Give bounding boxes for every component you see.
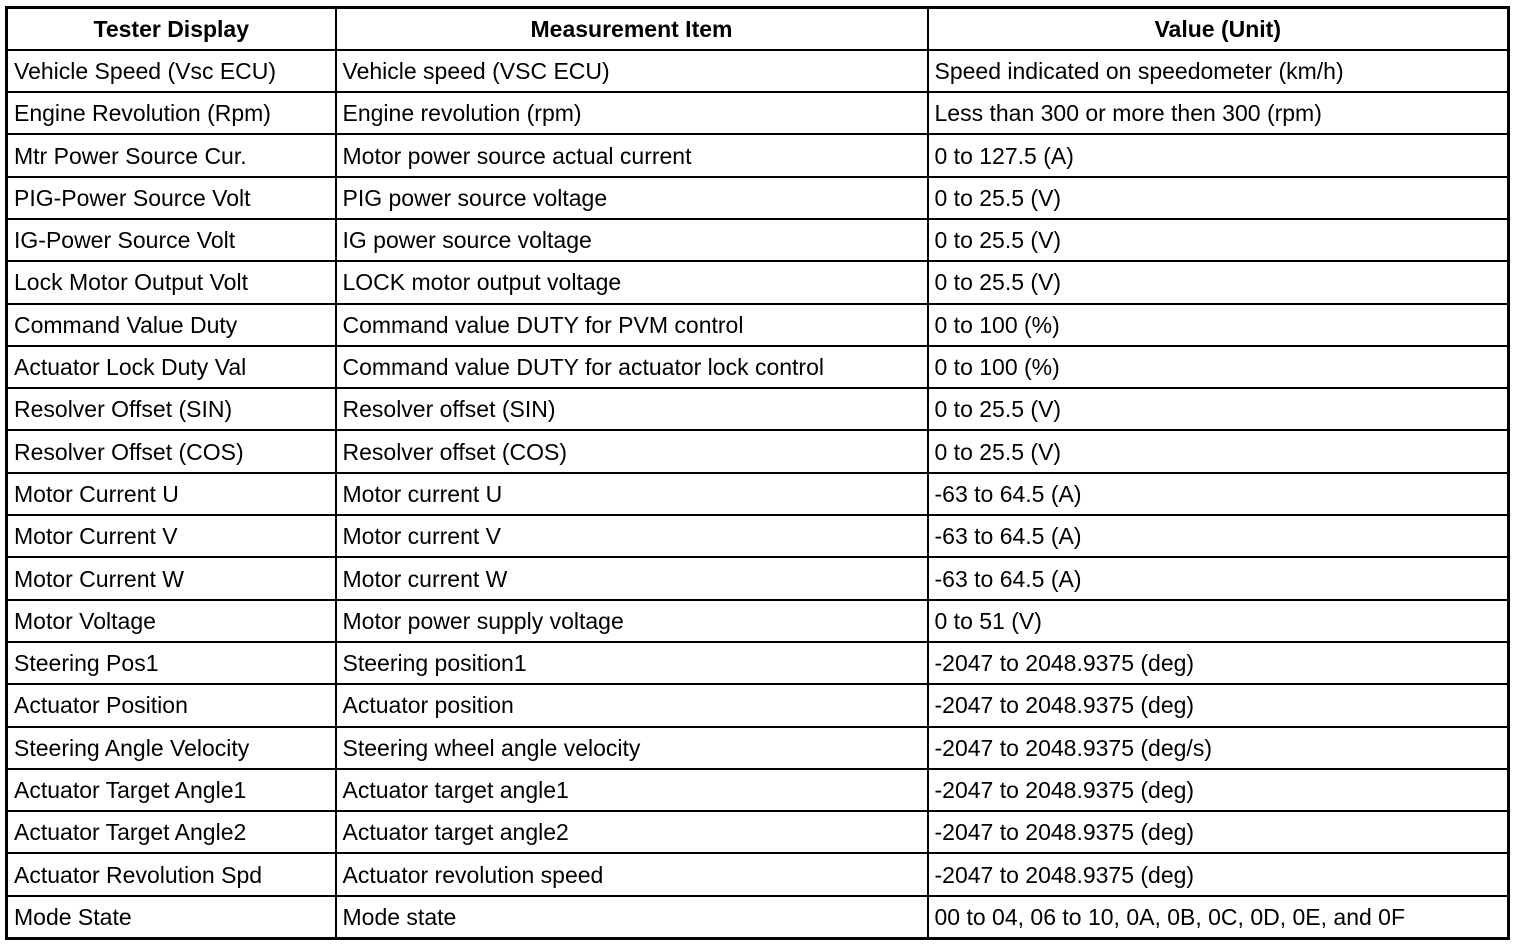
cell-value-unit: -63 to 64.5 (A) — [928, 557, 1509, 599]
cell-value-unit: Less than 300 or more then 300 (rpm) — [928, 92, 1509, 134]
cell-measurement-item: Mode state — [336, 896, 928, 938]
cell-measurement-item: Resolver offset (COS) — [336, 430, 928, 472]
table-row — [7, 134, 1509, 176]
cell-tester-display: Actuator Lock Duty Val — [7, 346, 336, 388]
cell-measurement-item: Steering position1 — [336, 642, 928, 684]
table-row — [7, 388, 1509, 430]
cell-measurement-item: Actuator target angle1 — [336, 769, 928, 811]
header-tester-display: Tester Display — [7, 8, 336, 50]
cell-measurement-item: Motor current V — [336, 515, 928, 557]
cell-measurement-item: Motor power supply voltage — [336, 600, 928, 642]
table-body — [7, 50, 1509, 938]
cell-tester-display: Steering Angle Velocity — [7, 727, 336, 769]
cell-tester-display: Motor Voltage — [7, 600, 336, 642]
table-row — [7, 50, 1509, 92]
table-row — [7, 853, 1509, 895]
table-row — [7, 727, 1509, 769]
cell-value-unit: Speed indicated on speedometer (km/h) — [928, 50, 1509, 92]
cell-value-unit: 0 to 25.5 (V) — [928, 430, 1509, 472]
cell-value-unit: -2047 to 2048.9375 (deg) — [928, 642, 1509, 684]
cell-tester-display: Actuator Target Angle1 — [7, 769, 336, 811]
cell-tester-display: IG-Power Source Volt — [7, 219, 336, 261]
cell-tester-display: Actuator Revolution Spd — [7, 853, 336, 895]
table-row — [7, 600, 1509, 642]
table-row — [7, 642, 1509, 684]
table-row — [7, 261, 1509, 303]
cell-tester-display: Resolver Offset (SIN) — [7, 388, 336, 430]
cell-measurement-item: LOCK motor output voltage — [336, 261, 928, 303]
cell-value-unit: 00 to 04, 06 to 10, 0A, 0B, 0C, 0D, 0E, and 0F — [928, 896, 1509, 938]
table-row — [7, 515, 1509, 557]
cell-measurement-item: IG power source voltage — [336, 219, 928, 261]
cell-tester-display: Lock Motor Output Volt — [7, 261, 336, 303]
cell-value-unit: 0 to 100 (%) — [928, 304, 1509, 346]
data-list-table — [5, 6, 1510, 940]
cell-tester-display: Resolver Offset (COS) — [7, 430, 336, 472]
cell-value-unit: 0 to 51 (V) — [928, 600, 1509, 642]
cell-measurement-item: Motor current W — [336, 557, 928, 599]
cell-measurement-item: Resolver offset (SIN) — [336, 388, 928, 430]
table-row — [7, 769, 1509, 811]
cell-tester-display: Actuator Target Angle2 — [7, 811, 336, 853]
cell-measurement-item: Motor current U — [336, 473, 928, 515]
cell-measurement-item: Steering wheel angle velocity — [336, 727, 928, 769]
cell-tester-display: Motor Current V — [7, 515, 336, 557]
cell-tester-display: Mode State — [7, 896, 336, 938]
table-header — [7, 8, 1509, 50]
table-row — [7, 896, 1509, 938]
cell-tester-display: Engine Revolution (Rpm) — [7, 92, 336, 134]
cell-tester-display: Vehicle Speed (Vsc ECU) — [7, 50, 336, 92]
header-row — [7, 8, 1509, 50]
header-value-unit: Value (Unit) — [928, 8, 1509, 50]
cell-tester-display: Mtr Power Source Cur. — [7, 134, 336, 176]
cell-value-unit: -63 to 64.5 (A) — [928, 515, 1509, 557]
cell-value-unit: 0 to 100 (%) — [928, 346, 1509, 388]
cell-tester-display: Motor Current W — [7, 557, 336, 599]
table-row — [7, 177, 1509, 219]
cell-value-unit: -2047 to 2048.9375 (deg/s) — [928, 727, 1509, 769]
cell-value-unit: 0 to 25.5 (V) — [928, 219, 1509, 261]
table-row — [7, 346, 1509, 388]
cell-value-unit: -2047 to 2048.9375 (deg) — [928, 853, 1509, 895]
table-row — [7, 92, 1509, 134]
cell-measurement-item: Engine revolution (rpm) — [336, 92, 928, 134]
cell-value-unit: 0 to 25.5 (V) — [928, 261, 1509, 303]
cell-measurement-item: Actuator position — [336, 684, 928, 726]
cell-tester-display: PIG-Power Source Volt — [7, 177, 336, 219]
cell-value-unit: -2047 to 2048.9375 (deg) — [928, 684, 1509, 726]
table-row — [7, 430, 1509, 472]
cell-value-unit: 0 to 25.5 (V) — [928, 177, 1509, 219]
cell-measurement-item: Actuator revolution speed — [336, 853, 928, 895]
table-row — [7, 219, 1509, 261]
cell-measurement-item: Command value DUTY for PVM control — [336, 304, 928, 346]
cell-value-unit: 0 to 25.5 (V) — [928, 388, 1509, 430]
cell-tester-display: Actuator Position — [7, 684, 336, 726]
table-row — [7, 684, 1509, 726]
cell-measurement-item: Vehicle speed (VSC ECU) — [336, 50, 928, 92]
table-row — [7, 473, 1509, 515]
table-row — [7, 557, 1509, 599]
table-row — [7, 811, 1509, 853]
table-row — [7, 304, 1509, 346]
cell-value-unit: -63 to 64.5 (A) — [928, 473, 1509, 515]
cell-tester-display: Command Value Duty — [7, 304, 336, 346]
cell-tester-display: Motor Current U — [7, 473, 336, 515]
cell-measurement-item: Actuator target angle2 — [336, 811, 928, 853]
header-measurement-item: Measurement Item — [336, 8, 928, 50]
cell-tester-display: Steering Pos1 — [7, 642, 336, 684]
cell-value-unit: -2047 to 2048.9375 (deg) — [928, 811, 1509, 853]
cell-value-unit: -2047 to 2048.9375 (deg) — [928, 769, 1509, 811]
cell-measurement-item: Command value DUTY for actuator lock control — [336, 346, 928, 388]
cell-measurement-item: Motor power source actual current — [336, 134, 928, 176]
cell-value-unit: 0 to 127.5 (A) — [928, 134, 1509, 176]
cell-measurement-item: PIG power source voltage — [336, 177, 928, 219]
